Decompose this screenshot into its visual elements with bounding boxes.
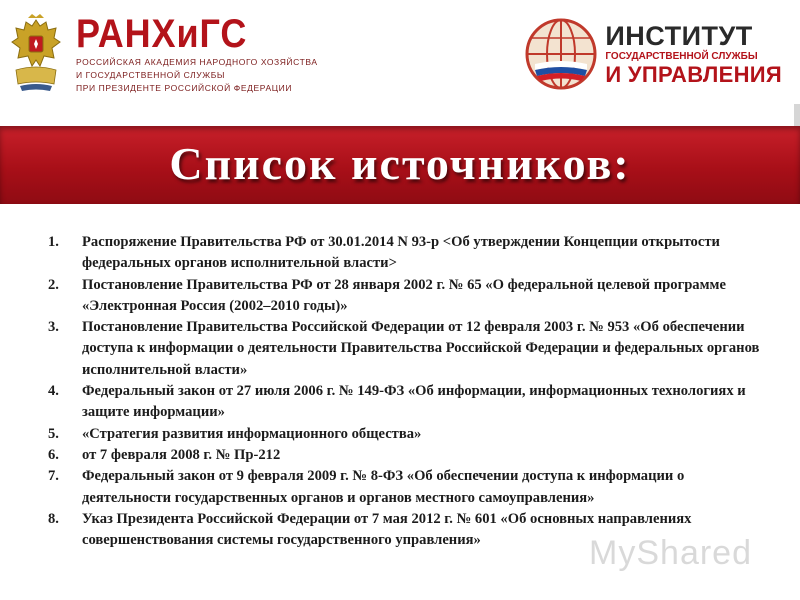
list-item-text: Постановление Правительства Российской Федерации от 12 февраля 2003 г. № 953 «Об обеспечении доступа к информации о деятельности Правительства Российской Федерации и федеральных органов исполнительной власти»: [82, 319, 760, 378]
list-item-number: 5.: [48, 425, 59, 442]
sources-list: [48, 232, 768, 551]
list-item-number: 2.: [48, 276, 59, 293]
banner-edge-decoration: [794, 104, 800, 126]
list-item-text: от 7 февраля 2008 г. № Пр-212: [82, 446, 281, 463]
globe-flag-icon: [525, 18, 597, 90]
ranepa-logo: [10, 14, 318, 93]
list-item: [48, 275, 768, 318]
list-item-number: 4.: [48, 383, 59, 400]
list-item-text: Федеральный закон от 27 июля 2006 г. № 149-ФЗ «Об информации, информационных технологиях и защите информации»: [82, 383, 746, 421]
page-title: Список источников:: [169, 138, 631, 189]
list-item: [48, 317, 768, 381]
institute-logo: [525, 18, 782, 90]
list-item-number: 6.: [48, 446, 59, 463]
ranepa-title: РАНХиГС: [76, 12, 248, 56]
list-item-text: Федеральный закон от 9 февраля 2009 г. № 8-ФЗ «Об обеспечении доступа к информации о деятельности государственных органов и органов местного самоуправления»: [82, 468, 685, 506]
list-item: [48, 381, 768, 424]
list-item: [48, 232, 768, 275]
list-item-number: 7.: [48, 468, 59, 485]
list-item: [48, 466, 768, 509]
header: [0, 0, 800, 125]
ranepa-subtitle-line-1: РОССИЙСКАЯ АКАДЕМИЯ НАРОДНОГО ХОЗЯЙСТВА: [76, 57, 318, 67]
list-item-text: Указ Президента Российской Федерации от 7 мая 2012 г. № 601 «Об основных направлениях совершенствования системы государственного управления»: [82, 510, 692, 549]
list-item-text: «Стратегия развития информационного общества»: [82, 425, 422, 442]
institute-subtitle: ГОСУДАРСТВЕННОЙ СЛУЖБЫ: [605, 50, 758, 62]
list-item: [48, 424, 768, 445]
list-item: [48, 509, 768, 552]
double-headed-eagle-emblem-icon: [10, 14, 62, 92]
ranepa-subtitle-line-2: И ГОСУДАРСТВЕННОЙ СЛУЖБЫ: [76, 70, 226, 80]
list-item-text: Распоряжение Правительства РФ от 30.01.2014 N 93-р <Об утверждении Концепции открытости федеральных органов исполнительной власти>: [82, 234, 720, 272]
list-item-text: Постановление Правительства РФ от 28 января 2002 г. № 65 «О федеральной целевой программе «Электронная Россия (2002–2010 годы)»: [82, 276, 726, 314]
watermark: MyShared: [589, 534, 752, 572]
institute-bottom: И УПРАВЛЕНИЯ: [605, 61, 782, 87]
list-item-number: 8.: [48, 510, 59, 527]
list-item-number: 3.: [48, 319, 59, 336]
list-item-number: 1.: [48, 234, 59, 250]
list-item: [48, 445, 768, 466]
institute-title: ИНСТИТУТ: [605, 20, 753, 51]
ranepa-subtitle-line-3: ПРИ ПРЕЗИДЕНТЕ РОССИЙСКОЙ ФЕДЕРАЦИИ: [76, 83, 293, 93]
